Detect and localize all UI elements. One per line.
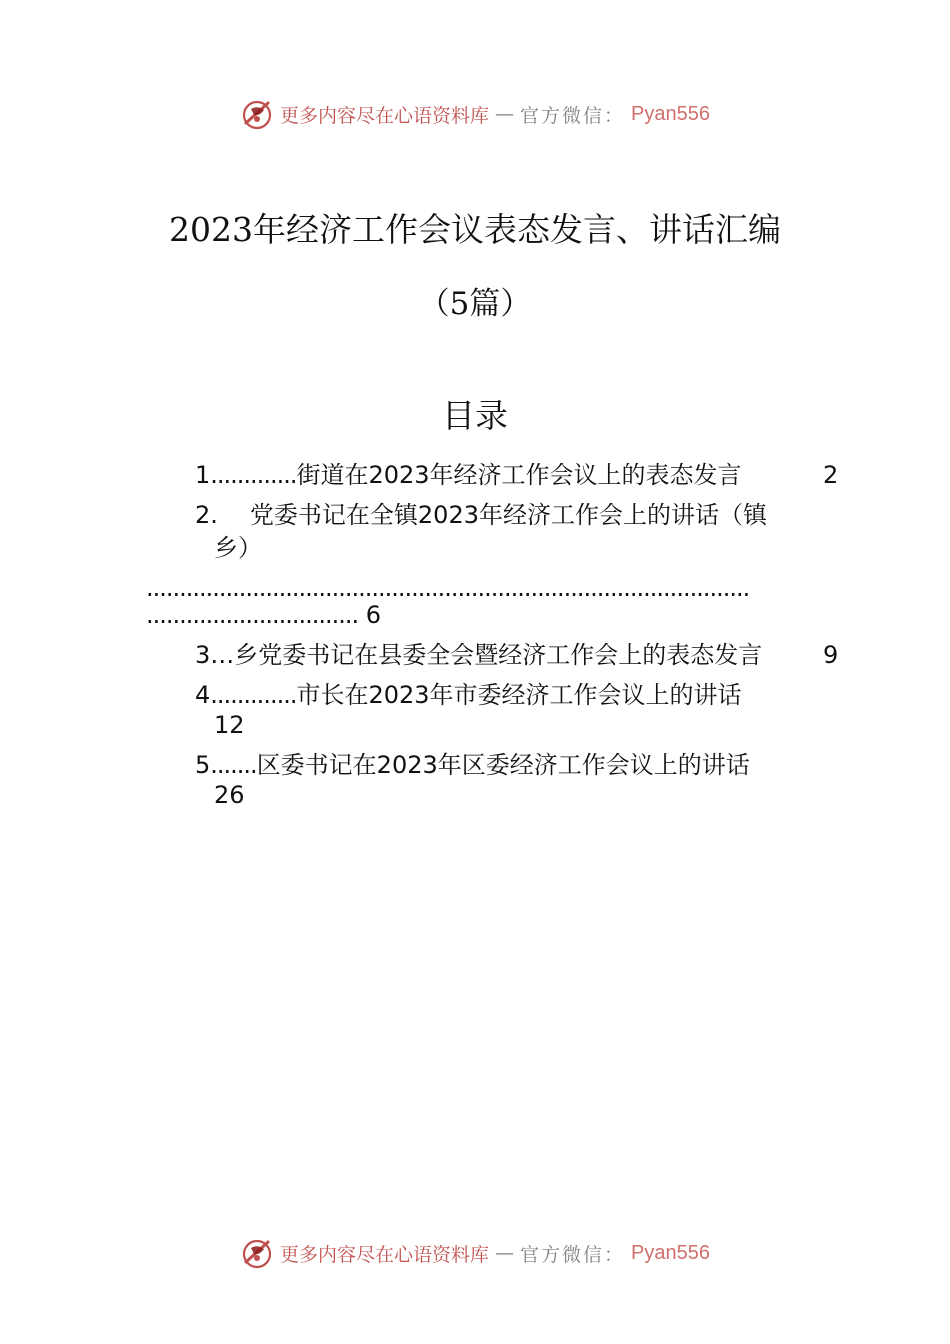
watermark-text: 更多内容尽在心语资料库 [280, 1243, 490, 1266]
watermark-wechat-id: Pyan556 [631, 102, 710, 125]
toc-entry-2-leader-end [146, 600, 381, 630]
watermark-text: 更多内容尽在心语资料库 [280, 104, 490, 127]
toc-entry-number: 5 [195, 751, 211, 779]
toc-entry-2-title-continued: 乡） [214, 534, 262, 562]
toc-heading: 目录 [442, 396, 508, 435]
toc-entry-3[interactable] [195, 640, 762, 670]
toc-entry-number: 4 [195, 681, 211, 709]
watermark-wechat-id: Pyan556 [631, 1241, 710, 1264]
toc-entry-1-page: 2 [823, 461, 839, 489]
toc-dot-leader: ............. [210, 461, 297, 489]
toc-entry-4[interactable] [195, 680, 742, 710]
toc-dot-leader: … [210, 641, 235, 669]
toc-dot-leader: ................................ [146, 601, 359, 629]
document-title: 2023年经济工作会议表态发言、讲话汇编 [169, 210, 781, 249]
toc-entry-title: 乡党委书记在县委全会暨经济工作会上的表态发言 [234, 641, 763, 669]
toc-entry-2-page: 6 [365, 601, 382, 629]
header-watermark [0, 94, 950, 134]
toc-entry-title: 区委书记在2023年区委经济工作会议上的讲话 [256, 751, 750, 779]
footer-watermark [0, 1233, 950, 1273]
toc-entry-5-page: 26 [214, 781, 245, 809]
toc-entry-3-page: 9 [823, 641, 839, 669]
watermark-label: 官方微信： [520, 1243, 626, 1266]
toc-entry-number: 2. [195, 501, 218, 529]
pen-logo-icon [240, 1236, 274, 1270]
watermark-label: 官方微信： [520, 104, 626, 127]
toc-entry-title: 街道在2023年经济工作会议上的表态发言 [296, 461, 742, 489]
pen-logo-icon [240, 97, 274, 131]
toc-dot-leader: ....... [210, 751, 257, 779]
watermark-separator: — [495, 1242, 515, 1264]
toc-entry-5[interactable] [195, 750, 750, 780]
toc-entry-number: 3 [195, 641, 211, 669]
watermark-separator: — [495, 103, 515, 125]
toc-entry-number: 1 [195, 461, 211, 489]
toc-entry-4-page: 12 [214, 711, 245, 739]
toc-entry-title: 市长在2023年市委经济工作会议上的讲话 [296, 681, 742, 709]
toc-entry-2[interactable] [195, 500, 767, 530]
document-subtitle: （5篇） [418, 286, 532, 322]
toc-dot-leader: ........................................................................................... [146, 574, 750, 602]
toc-entry-1[interactable] [195, 460, 742, 490]
toc-dot-leader: ............. [210, 681, 297, 709]
toc-entry-title: 党委书记在全镇2023年经济工作会上的讲话（镇 [249, 501, 767, 529]
